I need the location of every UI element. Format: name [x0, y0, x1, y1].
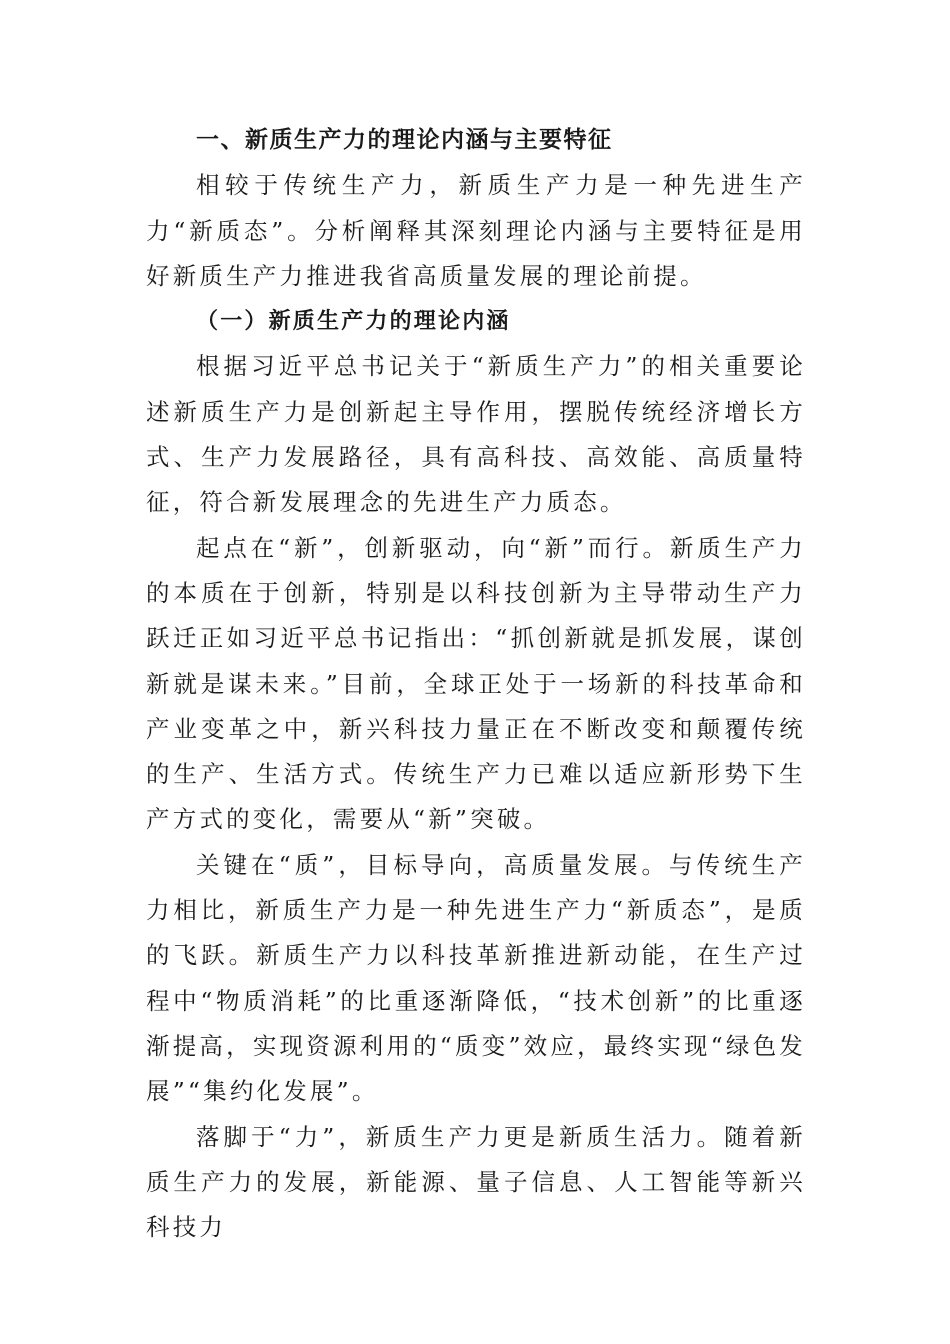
document-body	[146, 118, 806, 1250]
paragraph-quality: 关键在“质”，目标导向，高质量发展。与传统生产力相比，新质生产力是一种先进生产力“新质态”，是质的飞跃。新质生产力以科技革新推进新动能，在生产过程中“物质消耗”的比重逐渐降低，“技术创新”的比重逐渐提高，实现资源利用的“质变”效应，最终实现“绿色发展”“集约化发展”。	[146, 850, 806, 1106]
section-heading: 一、新质生产力的理论内涵与主要特征	[196, 127, 613, 153]
paragraph-theory-definition: 根据习近平总书记关于“新质生产力”的相关重要论述新质生产力是创新起主导作用，摆脱传统经济增长方式、生产力发展路径，具有高科技、高效能、高质量特征，符合新发展理念的先进生产力质态。	[146, 352, 806, 517]
paragraph-force: 落脚于“力”，新质生产力更是新质生活力。随着新质生产力的发展，新能源、量子信息、人工智能等新兴科技力	[146, 1122, 806, 1242]
intro-paragraph: 相较于传统生产力，新质生产力是一种先进生产力“新质态”。分析阐释其深刻理论内涵与主要特征是用好新质生产力推进我省高质量发展的理论前提。	[146, 171, 806, 290]
subsection-heading: （一）新质生产力的理论内涵	[196, 309, 511, 335]
paragraph-new: 起点在“新”，创新驱动，向“新”而行。新质生产力的本质在于创新，特别是以科技创新为主导带动生产力跃迁正如习近平总书记指出：“抓创新就是抓发展，谋创新就是谋未来。”目前，全球正处于一场新的科技革命和产业变革之中，新兴科技力量正在不断改变和颠覆传统的生产、生活方式。传统生产力已难以适应新形势下生产方式的变化，需要从“新”突破。	[146, 533, 806, 834]
